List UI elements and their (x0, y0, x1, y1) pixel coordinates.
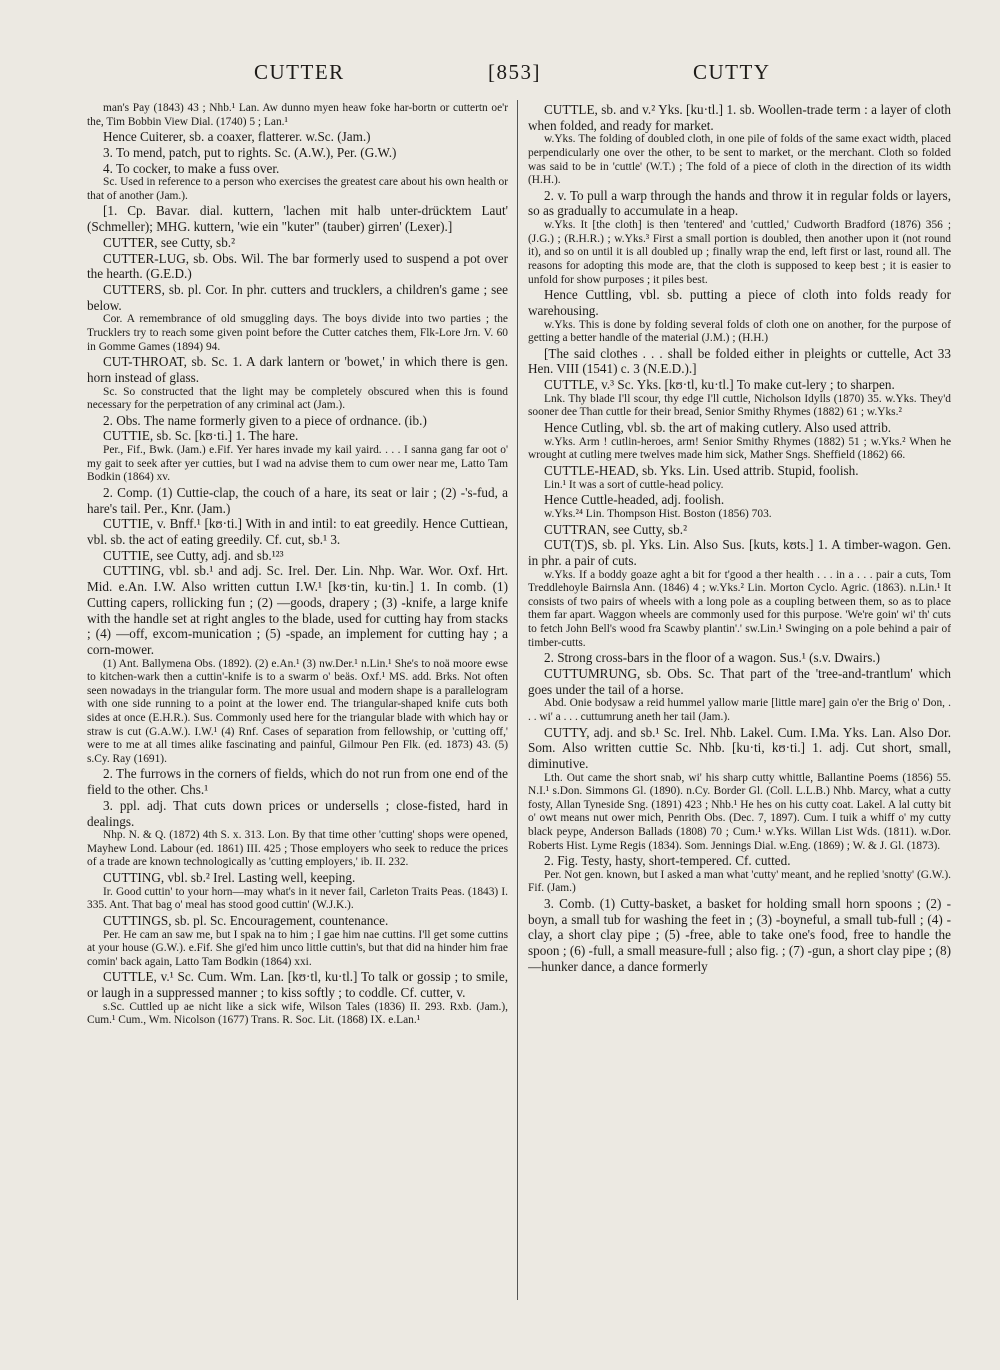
citation-paragraph: Per. Not gen. known, but I asked a man what 'cutty' meant, and he replied 'snotty' (G.W.). Fif. (Jam.) (528, 868, 951, 895)
citation-paragraph: (1) Ant. Ballymena Obs. (1892). (2) e.An.¹ (3) nw.Der.¹ n.Lin.¹ She's to noä moore ewse to kitchen-wark then a cuttin'-knife is to a swarm o' beäs. Oxf.¹ MS. add. Brks. Not often seen nowadays in the triangular form. The more usual and modern shape is a parallelogram with one side running to a point at the lower end. The triangular-shaped knife cuts both sides at once (E.H.R.). Sus. Commonly used here for the triangular blade with which hay or straw is cut (G.A.W.). I.W.¹ (4) Rnf. Cases of separation from fellowship, or 'cutting off,' were to me at all times alike fascinating and painful, Gilmour Pen Flk. (ed. 1873) 43. (5) s.Cy. Ray (1691). (87, 657, 508, 765)
entry-paragraph: CUTTIE, sb. Sc. [kʊ·ti.] 1. The hare. (103, 428, 299, 444)
left-column (87, 102, 508, 1297)
header-right-word: CUTTY (693, 60, 771, 84)
entry-paragraph: CUTTLE-HEAD, sb. Yks. Lin. Used attrib. Stupid, foolish. (544, 462, 859, 478)
entry-paragraph: CUTTY, adj. and sb.¹ Sc. Irel. Nhb. Lakel. Cum. I.Ma. Yks. Lan. Also Dor. Som. Also written cuttie Sc. Nhb. [ku·ti, kʊ·ti.] 1. adj. Cut short, small, diminutive. (528, 724, 951, 771)
entry-paragraph: CUTTLE, sb. and v.² Yks. [ku·tl.] 1. sb. Woollen-trade term : a layer of cloth when folded, and ready for market. (528, 102, 951, 133)
citation-paragraph: Cor. A remembrance of old smuggling days. The boys divide into two parties ; the Trucklers try to reach some given point before the Cutter catches them, Flk-Lore Jrn. V. 60 in Gomme Games (1894) 94. (87, 313, 508, 353)
entry-paragraph: Hence Cuiterer, sb. a coaxer, flatterer. w.Sc. (Jam.) (103, 129, 371, 145)
citation-paragraph: man's Pay (1843) 43 ; Nhb.¹ Lan. Aw dunno myen heaw foke har-bortn or cuttertn oe'r the, Tim Bobbin View Dial. (1740) 5 ; Lan.¹ (87, 102, 508, 128)
citation-paragraph: Per. He cam an saw me, but I spak na to him ; I gae him nae cuttins. I'll get some cuttins at your house (G.W.). e.Fif. She gi'ed him unco little cuttin's, but that did na hinder him frae comin' back again, Latto Tam Bodkin (1864) xxi. (87, 928, 508, 968)
entry-paragraph: CUT(T)S, sb. pl. Yks. Lin. Also Sus. [kuts, kʊts.] 1. A timber-wagon. Gen. in phr. a pair of cuts. (528, 537, 951, 568)
entry-paragraph: Hence Cuttling, vbl. sb. putting a piece of cloth into folds ready for warehousing. (528, 287, 951, 318)
entry-paragraph: 2. Fig. Testy, hasty, short-tempered. Cf. cutted. (544, 853, 791, 869)
citation-paragraph: w.Yks. The folding of doubled cloth, in one pile of folds of the same exact width, placed perpendicularly one over the other, to be sent to market, or the merchant. Cloth so folded was said to be in 'cuttle' (W.T.) ; The fold of a piece of cloth in the direction of its width (H.H.). (528, 133, 951, 187)
entry-paragraph: CUTTERS, sb. pl. Cor. In phr. cutters and trucklers, a children's game ; see below. (87, 282, 508, 313)
citation-paragraph: Sc. So constructed that the light may be completely obscured when this is found necessary for the perpetration of any criminal act (Jam.). (87, 385, 508, 412)
entry-paragraph: CUTTINGS, sb. pl. Sc. Encouragement, countenance. (103, 912, 389, 928)
entry-paragraph: CUTTER, see Cutty, sb.² (103, 234, 236, 250)
entry-paragraph: 4. To cocker, to make a fuss over. (103, 160, 280, 176)
entry-paragraph: CUTTIE, v. Bnff.¹ [kʊ·ti.] With in and intil: to eat greedily. Hence Cuttiean, vbl. sb. the act of eating greedily. Cf. cut, sb.¹ 3. (87, 516, 508, 548)
citation-paragraph: Per., Fif., Bwk. (Jam.) e.Fif. Yer hares invade my kail yaird. . . . I sanna gang far oot o' my gait to seek after yer cutties, but I wad na advise them to cum ower near me, Latto Tam Bodkin (1864) xv. (87, 444, 508, 484)
entry-paragraph: CUTTUMRUNG, sb. Obs. Sc. That part of the 'tree-and-trantlum' which goes under the tail of a horse. (528, 665, 951, 697)
entry-paragraph: 2. Obs. The name formerly given to a piece of ordnance. (ib.) (103, 412, 427, 428)
entry-paragraph: [The said clothes . . . shall be folded either in pleights or cuttelle, Act 33 Hen. VIII (1541) c. 3 (N.E.D.).] (528, 345, 951, 377)
entry-paragraph: CUTTLE, v.³ Sc. Yks. [kʊ·tl, ku·tl.] To make cut-lery ; to sharpen. (544, 377, 895, 393)
citation-paragraph: w.Yks. Arm ! cutlin-heroes, arm! Senior Smithy Rhymes (1882) 51 ; w.Yks.² When he wrought at cutling mere twelves made him sick, Mather Sngs. Sheffield (1862) 66. (528, 435, 951, 462)
citation-paragraph: Lnk. Thy blade I'll scour, thy edge I'll cuttle, Nicholson Idylls (1870) 35. w.Yks. They'd sooner dee Than cuttle for their bread, Senior Smithy Rhymes (1882) 61 ; w.Yks.² (528, 392, 951, 419)
entry-paragraph: CUTTING, vbl. sb.² Irel. Lasting well, keeping. (103, 870, 356, 886)
citation-paragraph: w.Yks. If a boddy goaze aght a bit for t'good a ther health . . . in a . . . pair a cuts, Tom Treddlehoyle Bairnsla Ann. (1846) 4 ; w.Yks.² Lin. Morton Cyclo. Agric. (1863). n.Lin.¹ It consists of two pairs of wheels with a long pole as a coupling between them, so as to place them far apart. Waggon wheels are commonly used for this purpose. 'We're goin' wi' th' cuts to fetch John Bell's wood fra Scawby plantin'.' sw.Lin.¹ Swinging on a pole behind a pair of timber-cutts. (528, 568, 951, 649)
header-left-word: CUTTER (254, 60, 345, 84)
entry-paragraph: 3. Comb. (1) Cutty-basket, a basket for holding small horn spoons ; (2) -boyn, a small tub for washing the feet in ; (3) -boyneful, a small tub-full ; (4) -clay, a short clay pipe ; (5) -free, able to take one's food, free to handle the spoon ; (6) -full, a small measure-full ; also fig. ; (7) -gun, a short clay pipe ; (8) —hunker dance, a dance formerly (528, 896, 951, 974)
entry-paragraph: CUTTLE, v.¹ Sc. Cum. Wm. Lan. [kʊ·tl, ku·tl.] To talk or gossip ; to smile, or laugh in a suppressed manner ; to kiss softly ; to coddle. Cf. cutter, v. (87, 969, 508, 1001)
page-header (0, 60, 1000, 96)
citation-paragraph: Ir. Good cuttin' to your horn—may what's in it never fail, Carleton Traits Peas. (1843) I. 335. Ant. That bag o' meal has stood good cuttin' (W.J.K.). (87, 885, 508, 912)
citation-paragraph: w.Yks. It [the cloth] is then 'tentered' and 'cuttled,' Cudworth Bradford (1876) 356 ; (J.G.) ; (R.H.R.) ; w.Yks.³ First a small portion is doubled, then another upon it (not round it), and so on until it is all doubled up ; finally wrap the end, left first or last, round all. The reasons for adopting this mode are, that the cloth is supposed to keep best ; it is easier to unfold for show purposes ; it piles best. (528, 219, 951, 286)
citation-paragraph: s.Sc. Cuttled up ae nicht like a sick wife, Wilson Tales (1836) II. 293. Rxb. (Jam.), Cum.¹ Cum., Wm. Nicolson (1677) Trans. R. Soc. Lit. (1868) IX. e.Lan.¹ (87, 1000, 508, 1027)
entry-paragraph: 2. Strong cross-bars in the floor of a wagon. Sus.¹ (s.v. Dwairs.) (544, 650, 881, 666)
entry-paragraph: CUT-THROAT, sb. Sc. 1. A dark lantern or 'bowet,' in which there is gen. horn instead of glass. (87, 354, 508, 385)
entry-paragraph: 2. The furrows in the corners of fields, which do not run from one end of the field to the other. Chs.¹ (87, 766, 508, 798)
citation-paragraph: w.Yks. This is done by folding several folds of cloth one on another, for the purpose of getting a better handle of the material (J.M.) ; (H.H.) (528, 318, 951, 345)
entry-paragraph: CUTTING, vbl. sb.¹ and adj. Sc. Irel. Der. Lin. Nhp. War. Wor. Oxf. Hrt. Mid. e.An. I.W. Also written cuttun I.W.¹ [kʊ·tin, ku·tin.] 1. In comb. (1) Cutting capers, rollicking fun ; (2) —goods, drapery ; (3) -knife, a large knife with the handle set at right angles to the blade, used for cutting hay from stacks ; (4) —off, excom-munication ; (5) -spade, an implement for cutting hay ; a corn-mower. (87, 563, 508, 657)
entry-paragraph: CUTTIE, see Cutty, adj. and sb.¹²³ (103, 547, 284, 563)
entry-paragraph: 2. v. To pull a warp through the hands and throw it in regular folds or layers, so as gradually to accumulate in a heap. (528, 187, 951, 219)
column-divider (517, 100, 518, 1300)
entry-paragraph: CUTTER-LUG, sb. Obs. Wil. The bar formerly used to suspend a pot over the hearth. (G.E.D.) (87, 250, 508, 282)
entry-paragraph: [1. Cp. Bavar. dial. kuttern, 'lachen mit halb unter-drücktem Laut' (Schmeller); MHG. kuttern, 'wie ein "kuter" (tauber) girren' (Lexer).] (87, 203, 508, 235)
citation-paragraph: Lth. Out came the short snab, wi' his sharp cutty whittle, Ballantine Poems (1856) 55. N.I.¹ s.Don. Simmons Gl. (1890). n.Cy. Border Gl. (Coll. L.L.B.) Nhb. Marcy, what a cutty fosty, Allan Tyneside Sng. (1891) 423 ; Nhb.¹ He hes on his cutty coat. Lakel. A lal cutty bit o' owt means nut ower mich, Penrith Obs. (Dec. 7, 1897). Cum. I tuik a whiff o' my cutty black peype, Anderson Ballads (1808) 70 ; Cum.¹ w.Yks. Willan List Wds. (1811). w.Dor. Roberts Hist. Lyme Regis (1834). Som. Jennings Dial. w.Eng. (1869) ; W. & J. Gl. (1873). (528, 771, 951, 852)
citation-paragraph: Sc. Used in reference to a person who exercises the greatest care about his own health or that of another (Jam.). (87, 176, 508, 202)
citation-paragraph: Lin.¹ It was a sort of cuttle-head policy. (544, 478, 724, 491)
citation-paragraph: Nhp. N. & Q. (1872) 4th S. x. 313. Lon. By that time other 'cutting' shops were opened, Mayhew Lond. Labour (ed. 1861) III. 425 ; Those employers who seek to reduce the prices of a trade are known technologically as 'cutting employers,' ib. II. 232. (87, 829, 508, 869)
entry-paragraph: Hence Cuttle-headed, adj. foolish. (544, 492, 725, 508)
entry-paragraph: CUTTRAN, see Cutty, sb.² (544, 521, 688, 537)
citation-paragraph: Abd. Onie bodysaw a reid hummel yallow marie [little mare] gain o'er the Brig o' Don, . . . wi' a . . . cuttumrung aneth her tail (Jam.). (528, 697, 951, 723)
page-number: [853] (488, 60, 541, 84)
entry-paragraph: 2. Comp. (1) Cuttie-clap, the couch of a hare, its seat or lair ; (2) -'s-fud, a hare's tail. Per., Knr. (Jam.) (87, 484, 508, 516)
entry-paragraph: 3. To mend, patch, put to rights. Sc. (A.W.), Per. (G.W.) (103, 144, 397, 160)
entry-paragraph: 3. ppl. adj. That cuts down prices or undersells ; close-fisted, hard in dealings. (87, 797, 508, 829)
entry-paragraph: Hence Cutling, vbl. sb. the art of making cutlery. Also used attrib. (544, 420, 892, 436)
right-column (528, 102, 951, 1302)
citation-paragraph: w.Yks.²⁴ Lin. Thompson Hist. Boston (1856) 703. (544, 507, 772, 520)
